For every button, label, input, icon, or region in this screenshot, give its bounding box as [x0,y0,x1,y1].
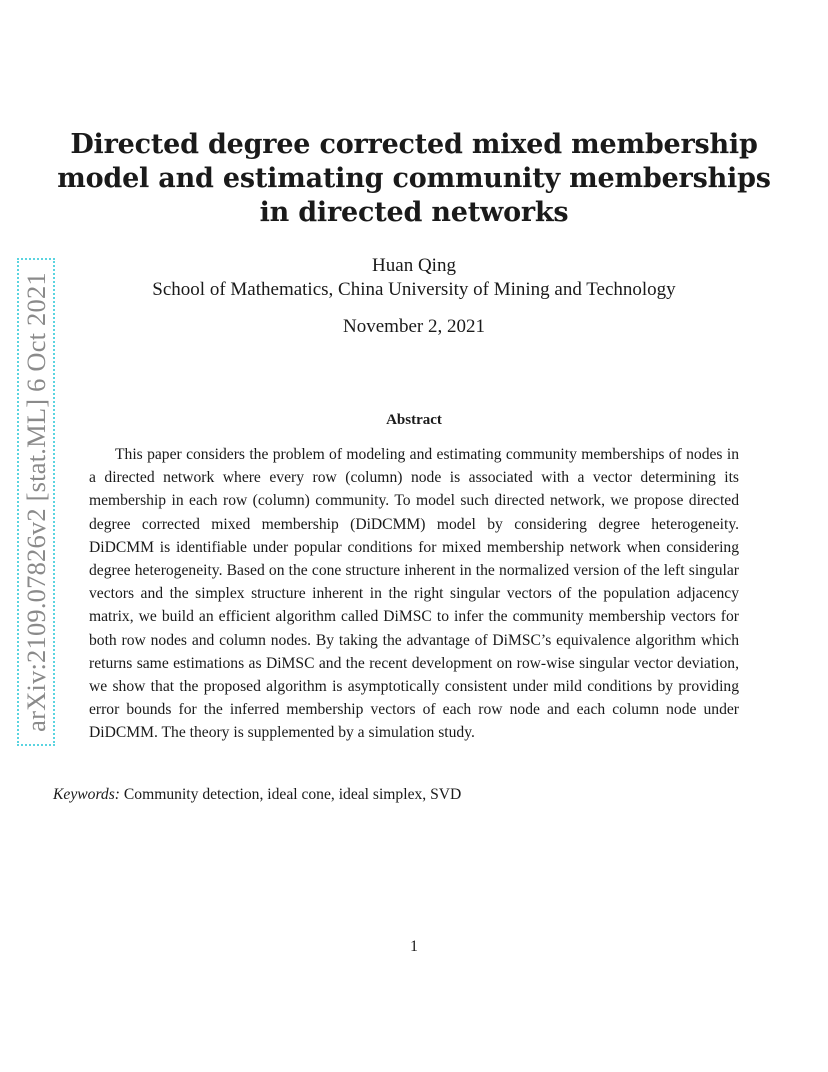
paper-title: Directed degree corrected mixed membership model and estimating community memberships in directed networks [57,129,771,228]
abstract-heading: Abstract [386,412,442,428]
author-affiliation: School of Mathematics, China University of Mining and Technology [152,279,676,300]
arxiv-identifier[interactable]: arXiv:2109.07826v2 [stat.ML] 6 Oct 2021 [21,272,51,732]
keywords-line [53,785,773,805]
keywords-label: Keywords: [53,786,120,803]
abstract-text: This paper considers the problem of modeling and estimating community memberships of nodes in a directed network where every row (column) node is associated with a vector determining its membership in each row (column) community. To model such directed network, we propose directed degree corrected mixed membership (DiDCMM) model by considering degree heterogeneity. DiDCMM is identifiable under popular conditions for mixed membership network when considering degree heterogeneity. Based on the cone structure inherent in the normalized version of the left singular vectors and the simplex structure inherent in the right singular vectors of the population adjacency matrix, we build an efficient algorithm called DiMSC to infer the community membership vectors for both row nodes and column nodes. By taking the advantage of DiMSC’s equivalence algorithm which returns same estimations as DiMSC and the recent development on row-wise singular vector deviation, we show that the proposed algorithm is asymptotically consistent under mild conditions by providing error bounds for the inferred membership vectors of each row node and each column node under DiDCMM. The theory is supplemented by a simulation study. [89,446,739,742]
page-number: 1 [410,938,418,955]
author-name: Huan Qing [372,255,456,276]
keywords-list: Community detection, ideal cone, ideal simplex, SVD [123,786,462,803]
publication-date: November 2, 2021 [343,316,485,337]
